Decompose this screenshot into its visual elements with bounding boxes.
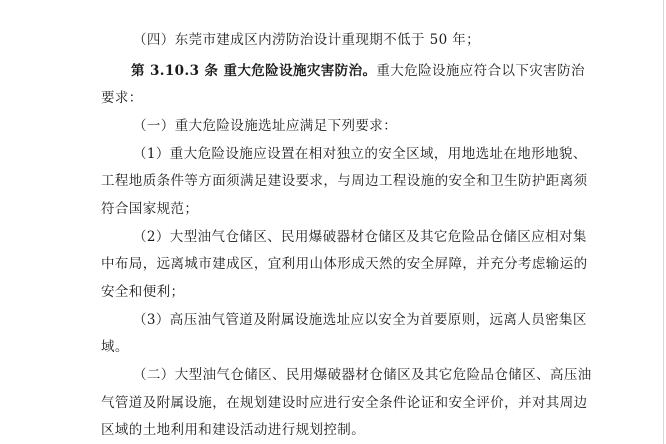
paragraph-line-1: （四）东莞市建成区内涝防治设计重现期不低于 50 年； (133, 32, 481, 48)
article-heading-line (131, 62, 585, 80)
paragraph-line-8: （2）大型油气仓储区、民用爆破器材仓储区及其它危险品仓储区应相对集 (133, 229, 587, 245)
paragraph-line-14: 气管道及附属设施，在规划建设时应进行安全条件论证和安全评价，并对其周边 (101, 395, 588, 411)
paragraph-line-5: （1）重大危险设施应设置在相对独立的安全区域，用地选址在地形地貌、 (133, 146, 587, 162)
paragraph-line-6: 工程地质条件等方面须满足建设要求，与周边工程设施的安全和卫生防护距离须 (101, 173, 588, 189)
paragraph-line-12: 域。 (101, 339, 129, 355)
paragraph-line-10: 安全和便利； (101, 284, 185, 300)
page-edge-divider (663, 0, 664, 444)
paragraph-line-3: 要求： (101, 90, 143, 106)
paragraph-line-9: 中布局，远离城市建成区，宜利用山体形成天然的安全屏障，并充分考虑输运的 (101, 256, 588, 272)
article-number-heading: 第 3.10.3 条 重大危险设施灾害防治。 (131, 63, 377, 79)
paragraph-line-15: 区域的土地利用和建设活动进行规划控制。 (101, 422, 366, 438)
paragraph-line-4: （一）重大危险设施选址应满足下列要求： (133, 118, 398, 134)
paragraph-line-11: （3）高压油气管道及附属设施选址应以安全为首要原则，远离人员密集区 (133, 312, 587, 328)
article-intro-text: 重大危险设施应符合以下灾害防治 (376, 63, 585, 79)
paragraph-line-13: （二）大型油气仓储区、民用爆破器材仓储区及其它危险品仓储区、高压油 (133, 367, 592, 383)
paragraph-line-7: 符合国家规范； (101, 201, 199, 217)
